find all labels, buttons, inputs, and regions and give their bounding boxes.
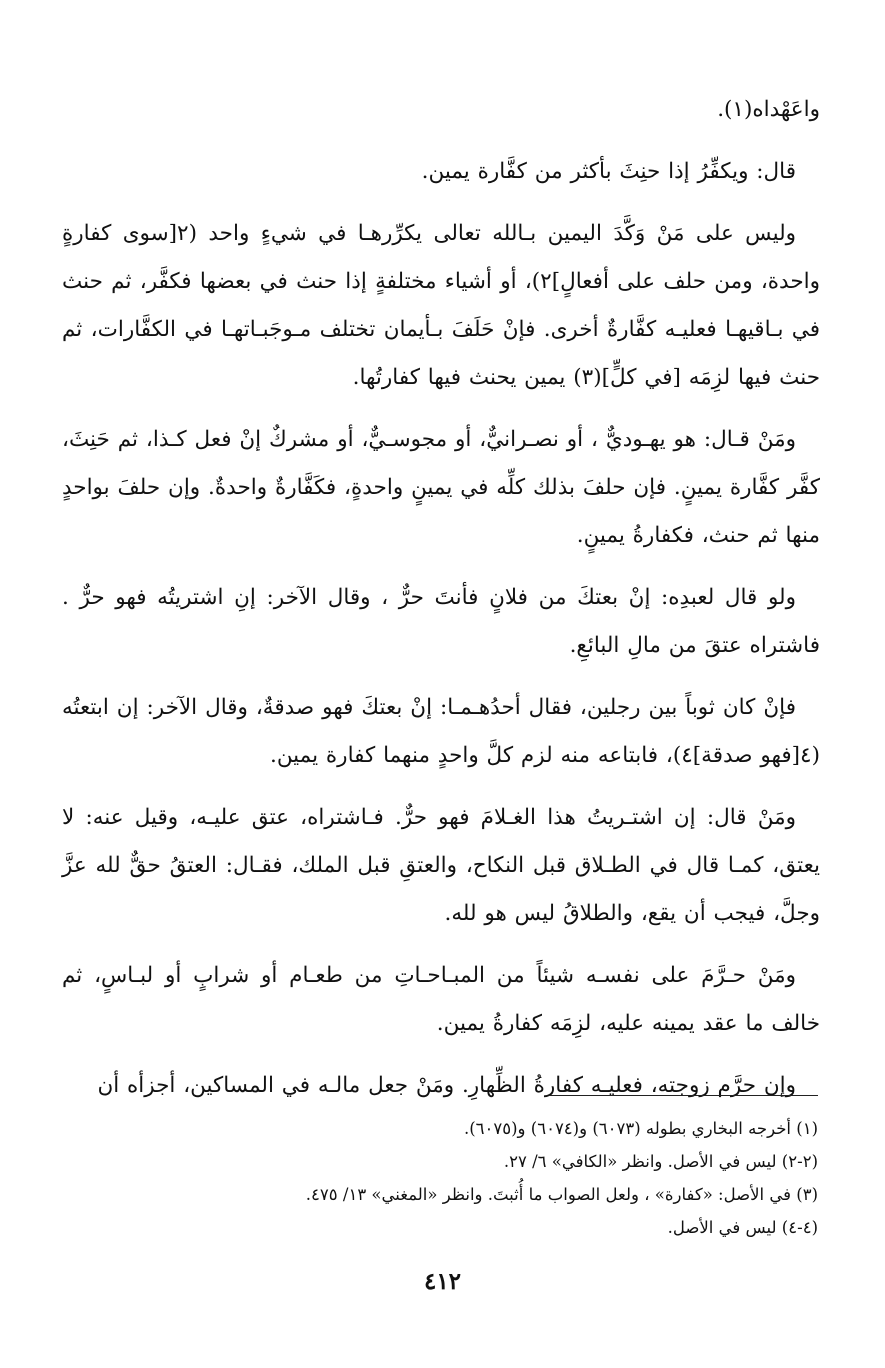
paragraph: واعَهْداه(١). (717, 97, 820, 122)
main-text (62, 86, 820, 1124)
page-number: ٤١٢ (423, 1268, 462, 1295)
footnote: (١) أخرجه البخاري بطوله (٦٠٧٣) و(٦٠٧٤) و(٦٠٧٥). (463, 1119, 818, 1138)
paragraph: ومَنْ قال: إن اشتـريتُ هذا الغـلامَ فهو حرٌّ. فـاشتراه، عتق عليـه، وقيل عنه: لا يعتق، كمـا قال في الطـلاق قبل النكاح، والعتقِ قبل الملك، فقـال: العتقُ حقٌّ لله عزَّ وجلَّ، فيجب أن يقع، والطلاقُ ليس هو لله. (62, 805, 820, 926)
paragraph: قال: ويكفِّرُ إذا حنِثَ بأكثر من كفَّارة يمين. (421, 159, 796, 184)
paragraph: وإن حرَّم زوجته، فعليـه كفارةُ الظِّهارِ. ومَنْ جعل مالـه في المساكين، أجزأه أن (97, 1073, 796, 1098)
paragraph: ومَنْ قـال: هو يهـوديٌّ ، أو نصـرانيٌّ، أو مجوسـيٌّ، أو مشركٌ إنْ فعل كـذا، ثم حَنِثَ، كفَّر كفَّارة يمينٍ. فإن حلفَ بذلك كلِّه في يمينٍ واحدةٍ، فكَفَّارةٌ واحدةٌ. وإن حلفَ بواحدٍ منها ثم حنث، فكفارةُ يمينٍ. (62, 427, 820, 548)
footnote: (٣) في الأصل: «كفارة» ، ولعل الصواب ما أُثبتَ. وانظر «المغني» ١٣/ ٤٧٥. (305, 1185, 818, 1204)
footnotes (98, 1112, 818, 1244)
paragraph: وليس على مَنْ وَكَّدَ اليمين بـالله تعالى يكرِّرهـا في شيءٍ واحد (٢[سوى كفارةٍ واحدة، ومن حلف على أفعالٍ]٢)، أو أشياء مختلفةٍ إذا حنث في بعضها فكفَّر، ثم حنث في بـاقيهـا فعليـه كفَّارةٌ أخرى. فإنْ حَلَفَ بـأيمان تختلف مـوجَبـاتهـا في الكفَّارات، ثم حنث فيها لزِمَه [في كلٍّ](٣) يمين يحنث فيها كفارتُها. (62, 221, 820, 390)
paragraph: فإنْ كان ثوباً بين رجلين، فقال أحدُهـمـا: إنْ بعتكَ فهو صدقةٌ، وقال الآخر: إن ابتعتُه (٤[فهو صدقة]٤)، فابتاعه منه لزم كلَّ واحدٍ منهما كفارة يمين. (62, 695, 820, 768)
paragraph: ولو قال لعبدِه: إنْ بعتكَ من فلانٍ فأنتَ حرٌّ ، وقال الآخر: إنِ اشتريتُه فهو حرٌّ . فاشتراه عتقَ من مالِ البائعِ. (62, 585, 820, 658)
footnote: (٢-٢) ليس في الأصل. وانظر «الكافي» ٦/ ٢٧. (503, 1152, 818, 1171)
footnote-divider (550, 1095, 818, 1096)
paragraph: ومَنْ حـرَّمَ على نفسـه شيئاً من المبـاحـاتِ من طعـام أو شرابٍ أو لبـاسٍ، ثم خالف ما عقد يمينه عليه، لزِمَه كفارةُ يمين. (62, 963, 820, 1036)
footnote: (٤-٤) ليس في الأصل. (667, 1218, 818, 1237)
